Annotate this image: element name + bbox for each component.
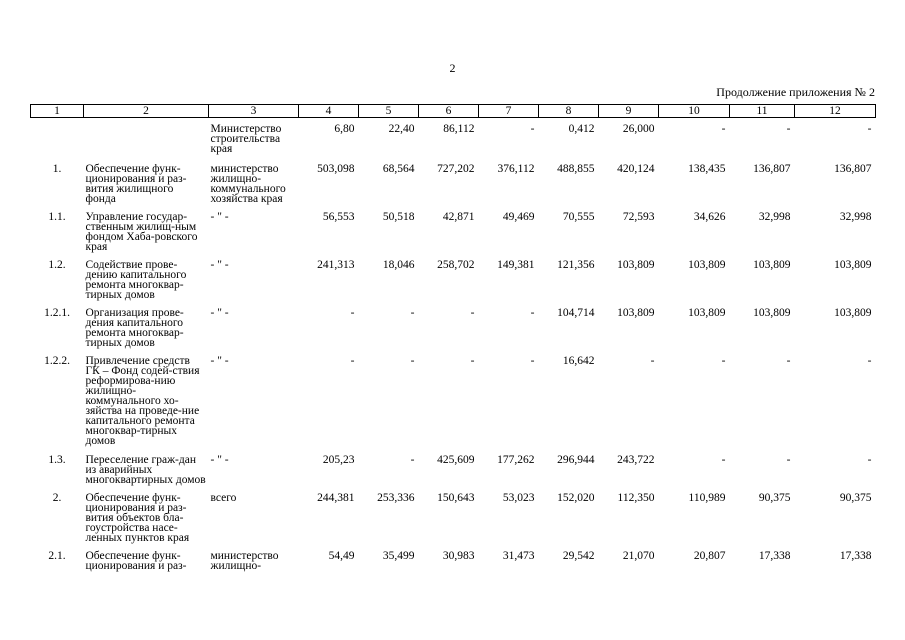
- row-value: 56,553: [322, 211, 355, 223]
- row-executor: - " -: [210, 454, 229, 466]
- data-table: [30, 104, 876, 571]
- row-code: 1.2.2.: [44, 355, 70, 367]
- row-value: -: [350, 307, 355, 319]
- table-row: [31, 204, 876, 252]
- row-value: 29,542: [562, 550, 595, 562]
- row-value: -: [530, 307, 535, 319]
- row-code: 1.3.: [48, 454, 66, 466]
- row-name: Обеспечение функ-ционирования и раз-: [85, 550, 187, 572]
- row-value: 205,23: [322, 454, 355, 466]
- row-value: 0,412: [568, 123, 595, 135]
- row-value: -: [470, 355, 475, 367]
- row-value: 17,338: [758, 550, 791, 562]
- row-value: -: [721, 454, 726, 466]
- row-value: 296,944: [557, 454, 595, 466]
- row-value: 21,070: [622, 550, 655, 562]
- row-value: -: [721, 123, 726, 135]
- table-row: [31, 252, 876, 300]
- row-value: 22,40: [388, 123, 415, 135]
- column-header: 10: [659, 105, 730, 118]
- column-number-row: [31, 105, 876, 118]
- row-value: 103,809: [688, 259, 726, 271]
- row-value: 42,871: [442, 211, 475, 223]
- row-value: 103,809: [753, 307, 791, 319]
- table-row: [31, 446, 876, 485]
- row-name: Управление государ-ственным жилищ-ным фондом Хаба-ровского края: [85, 211, 198, 253]
- row-value: 32,998: [758, 211, 791, 223]
- row-value: 16,642: [562, 355, 595, 367]
- row-value: 503,098: [317, 163, 355, 175]
- row-executor: министерство жилищно-коммунального хозяйства края: [210, 163, 286, 205]
- row-code: 1.2.1.: [44, 307, 70, 319]
- row-value: 49,469: [502, 211, 535, 223]
- continuation-label: Продолжение приложения № 2: [716, 85, 875, 99]
- row-value: -: [867, 123, 872, 135]
- row-value: 112,350: [617, 492, 655, 504]
- row-code: 1.1.: [48, 211, 66, 223]
- row-value: 103,809: [834, 307, 872, 319]
- column-header: 11: [730, 105, 795, 118]
- row-value: 149,381: [497, 259, 535, 271]
- row-value: 20,807: [693, 550, 726, 562]
- column-header: 6: [419, 105, 479, 118]
- row-executor: Министерство строительства края: [210, 123, 282, 155]
- row-value: -: [350, 355, 355, 367]
- row-value: -: [786, 454, 791, 466]
- row-value: 241,313: [317, 259, 355, 271]
- table-row: [31, 118, 876, 155]
- row-value: 727,202: [437, 163, 475, 175]
- row-executor: - " -: [210, 307, 229, 319]
- row-value: 136,807: [834, 163, 872, 175]
- row-executor: всего: [210, 492, 237, 504]
- row-name: [84, 118, 209, 155]
- row-value: 103,809: [688, 307, 726, 319]
- row-value: 72,593: [622, 211, 655, 223]
- row-value: 258,702: [437, 259, 475, 271]
- row-value: 90,375: [839, 492, 872, 504]
- row-code: 1.2.: [48, 259, 66, 271]
- row-name: Содействие прове-дению капитального ремонта многоквар-тирных домов: [85, 259, 187, 301]
- row-value: 150,643: [437, 492, 475, 504]
- row-executor: - " -: [210, 259, 229, 271]
- row-value: -: [410, 307, 415, 319]
- row-value: 6,80: [334, 123, 355, 135]
- row-executor: - " -: [210, 355, 229, 367]
- row-value: -: [530, 355, 535, 367]
- row-value: 138,435: [688, 163, 726, 175]
- row-value: 103,809: [834, 259, 872, 271]
- column-header: 8: [539, 105, 599, 118]
- column-header: 4: [299, 105, 359, 118]
- row-value: 86,112: [443, 123, 475, 135]
- row-value: 253,336: [377, 492, 415, 504]
- row-value: 68,564: [382, 163, 415, 175]
- row-code: 2.: [52, 492, 62, 504]
- row-value: 136,807: [753, 163, 791, 175]
- row-executor: - " -: [210, 211, 229, 223]
- table-row: [31, 154, 876, 204]
- row-value: -: [470, 307, 475, 319]
- row-value: 103,809: [753, 259, 791, 271]
- row-value: 177,262: [497, 454, 535, 466]
- row-name: Организация прове-дения капитального ремонта многоквар-тирных домов: [85, 307, 184, 349]
- row-value: -: [786, 355, 791, 367]
- column-header: 3: [209, 105, 299, 118]
- row-code: [31, 118, 84, 155]
- row-value: 34,626: [693, 211, 726, 223]
- row-value: 54,49: [328, 550, 355, 562]
- row-name: Обеспечение функ-ционирования и раз-вития жилищного фонда: [85, 163, 187, 205]
- row-value: 152,020: [557, 492, 595, 504]
- row-value: 30,983: [442, 550, 475, 562]
- table-row: [31, 543, 876, 571]
- column-header: 1: [31, 105, 84, 118]
- row-value: 26,000: [622, 123, 655, 135]
- row-value: 104,714: [557, 307, 595, 319]
- row-value: 35,499: [382, 550, 415, 562]
- row-value: 90,375: [758, 492, 791, 504]
- row-code: 1.: [52, 163, 62, 175]
- page-number: 2: [449, 61, 456, 75]
- row-value: 32,998: [839, 211, 872, 223]
- row-value: 50,518: [382, 211, 415, 223]
- row-value: 17,338: [839, 550, 872, 562]
- row-code: 2.1.: [48, 550, 66, 562]
- row-value: 376,112: [497, 163, 535, 175]
- row-value: 244,381: [317, 492, 355, 504]
- row-value: 53,023: [502, 492, 535, 504]
- row-value: -: [530, 123, 535, 135]
- row-name: Привлечение средств ГК – Фонд содей-ствия реформирова-нию жилищно-коммунального хо-зяйства на проведе-ние капитального ремонта многоквар-тирных домов: [85, 355, 200, 447]
- row-value: 70,555: [562, 211, 595, 223]
- row-value: -: [786, 123, 791, 135]
- row-value: 425,609: [437, 454, 475, 466]
- row-value: 121,356: [557, 259, 595, 271]
- row-value: 488,855: [557, 163, 595, 175]
- row-value: 31,473: [502, 550, 535, 562]
- row-value: -: [650, 355, 655, 367]
- table-body: [31, 118, 876, 572]
- row-name: Переселение граж-дан из аварийных многоквартирных домов: [85, 454, 206, 486]
- row-value: 243,722: [617, 454, 655, 466]
- row-value: -: [867, 454, 872, 466]
- table-row: [31, 300, 876, 348]
- row-value: 103,809: [617, 259, 655, 271]
- row-value: -: [721, 355, 726, 367]
- row-value: 420,124: [617, 163, 655, 175]
- table-row: [31, 348, 876, 446]
- row-value: -: [410, 454, 415, 466]
- row-value: -: [410, 355, 415, 367]
- column-header: 7: [479, 105, 539, 118]
- row-value: -: [867, 355, 872, 367]
- row-value: 18,046: [382, 259, 415, 271]
- column-header: 5: [359, 105, 419, 118]
- row-name: Обеспечение функ-ционирования и раз-вития объектов бла-гоустройства насе-ленных пунктов края: [85, 492, 190, 544]
- column-header: 2: [84, 105, 209, 118]
- row-value: 110,989: [688, 492, 726, 504]
- table-row: [31, 485, 876, 543]
- row-executor: министерство жилищно-: [210, 550, 279, 572]
- column-header: 12: [795, 105, 876, 118]
- column-header: 9: [599, 105, 659, 118]
- row-value: 103,809: [617, 307, 655, 319]
